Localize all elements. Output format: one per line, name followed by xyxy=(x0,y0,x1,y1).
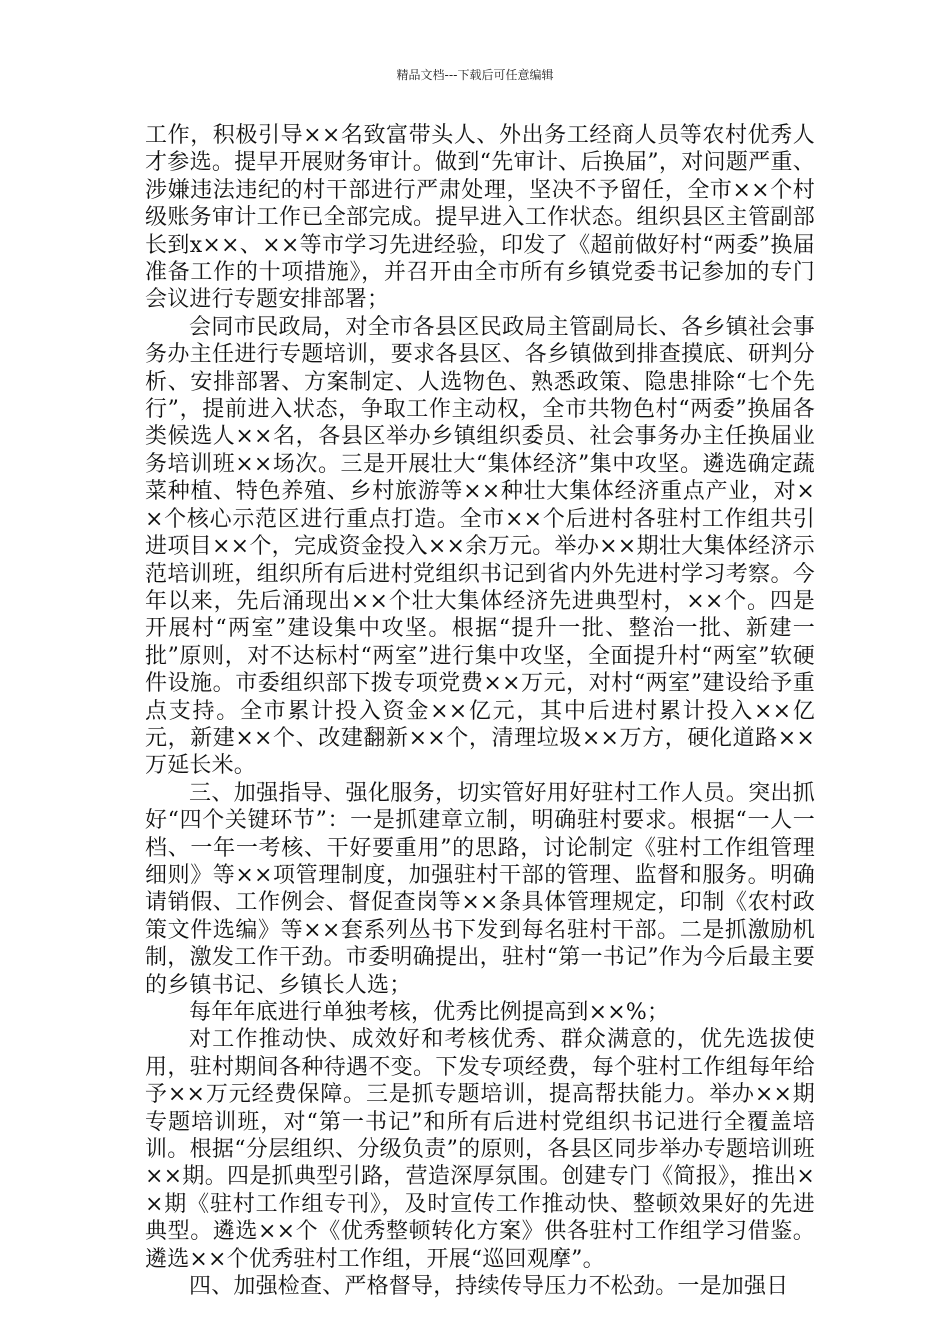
paragraph-6: 四、加强检查、严格督导，持续传导压力不松劲。一是加强日 xyxy=(189,1274,789,1300)
paragraph-2: 会同市民政局，对全市各县区民政局主管副局长、各乡镇社会事务办主任进行专题培训，要求各县区、各乡镇做到排查摸底、研判分析、安排部署、方案制定、人选物色、熟悉政策、隐患排除“七个先行”，提前进入状态，争取工作主动权，全市共物色村“两委”换届各类候选人××名，各县区举办乡镇组织委员、社会事务办主任换届业务培训班××场次。三是开展壮大“集体经济”集中攻坚。遴选确定蔬菜种植、特色养殖、乡村旅游等××种壮大集体经济重点产业，对××个核心示范区进行重点打造。全市××个后进村各驻村工作组共引进项目××个，完成资金投入××余万元。举办××期壮大集体经济示范培训班，组织所有后进村党组织书记到省内外先进村学习考察。今年以来，先后涌现出××个壮大集体经济先进典型村，××个。四是开展村“两室”建设集中攻坚。根据“提升一批、整治一批、新建一批”原则，对不达标村“两室”进行集中攻坚，全面提升村“两室”软硬件设施。市委组织部下拨专项党费××万元，对村“两室”建设给予重点支持。全市累计投入资金××亿元，其中后进村累计投入××亿元，新建××个、改建翻新××个，清理垃圾××万方，硬化道路××万延长米。 xyxy=(145,314,815,779)
paragraph-5: 对工作推动快、成效好和考核优秀、群众满意的，优先选拔使用，驻村期间各种待遇不变。下发专项经费，每个驻村工作组每年给予××万元经费保障。三是抓专题培训，提高帮扶能力。举办××期专题培训班，对“第一书记”和所有后进村党组织书记进行全覆盖培训。根据“分层组织、分级负责”的原则，各县区同步举办专题培训班××期。四是抓典型引路，营造深厚氛围。创建专门《简报》，推出××期《驻村工作组专刊》，及时宣传工作推动快、整顿效果好的先进典型。遴选××个《优秀整顿转化方案》供各驻村工作组学习借鉴。遴选××个优秀驻村工作组，开展“巡回观摩”。 xyxy=(145,1027,815,1272)
paragraph-4: 每年年底进行单独考核，优秀比例提高到××%； xyxy=(189,1000,670,1025)
paragraph-3: 三、加强指导、强化服务，切实管好用好驻村工作人员。突出抓好“四个关键环节”：一是抓建章立制，明确驻村要求。根据“一人一档、一年一考核、干好要重用”的思路，讨论制定《驻村工作组管理细则》等××项管理制度，加强驻村干部的管理、监督和服务。明确请销假、工作例会、督促查岗等××条具体管理规定，印制《农村政策文件选编》等××套系列丛书下发到每名驻村干部。二是抓激励机制，激发工作干劲。市委明确提出，驻村“第一书记”作为今后最主要的乡镇书记、乡镇长人选； xyxy=(145,780,815,998)
page-header: 精品文档---下载后可任意编辑 xyxy=(396,68,554,82)
document-body xyxy=(145,122,815,1300)
paragraph-1: 工作，积极引导××名致富带头人、外出务工经商人员等农村优秀人才参选。提早开展财务审计。做到“先审计、后换届”，对问题严重、涉嫌违法违纪的村干部进行严肃处理，坚决不予留任，全市××个村级账务审计工作已全部完成。提早进入工作状态。组织县区主管副部长到x××、××等市学习先进经验，印发了《超前做好村“两委”换届准备工作的十项措施》，并召开由全市所有乡镇党委书记参加的专门会议进行专题安排部署； xyxy=(145,123,815,313)
